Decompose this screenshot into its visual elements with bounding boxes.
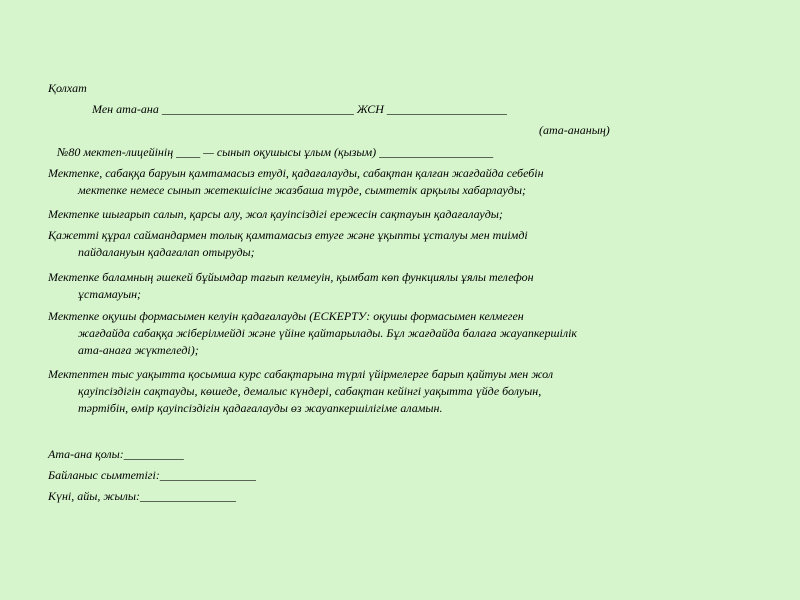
student-line: №80 мектеп-лицейінің ____ — сынып оқушысы ұлым (қызым) ___________________ bbox=[57, 145, 494, 159]
clause-uniform-line-2: жағдайда сабаққа жіберілмейді және үйіне қайтарылады. Бұл жағдайда балаға жауапкершілік bbox=[78, 326, 578, 340]
parent-signature-line: Ата-ана қолы:__________ bbox=[48, 447, 184, 461]
document-title: Қолхат bbox=[48, 81, 87, 95]
clause-uniform-line-1: Мектепке оқушы формасымен келуін қадағалауды (ЕСКЕРТУ: оқушы формасымен келмеген bbox=[48, 309, 524, 323]
parent-caption: (ата-ананың) bbox=[539, 123, 610, 137]
clause-jewelry-phone bbox=[48, 269, 720, 303]
date-line: Күні, айы, жылы:________________ bbox=[48, 489, 237, 503]
clause-supplies-line-1: Қажетті құрал саймандармен толық қамтамасыз етуге және ұқыпты ұсталуы мен тиімді bbox=[48, 228, 528, 242]
clause-supplies-line-2: пайдалануын қадағалап отыруды; bbox=[78, 245, 255, 259]
clause-attendance bbox=[48, 165, 720, 199]
clause-road-safety bbox=[48, 206, 720, 223]
clause-after-school-line-1: Мектептен тыс уақытта қосымша курс сабақтарына түрлі үйірмелерге барып қайтуы мен жол bbox=[48, 367, 554, 381]
contact-phone-line: Байланыс сымтетігі:________________ bbox=[48, 468, 256, 482]
clause-uniform bbox=[48, 308, 720, 359]
clause-attendance-line-1: Мектепке, сабаққа баруын қамтамасыз етуді, қадағалауды, сабақтан қалған жағдайда себебін bbox=[48, 166, 544, 180]
clause-jewelry-phone-line-2: ұстамауын; bbox=[78, 287, 142, 301]
clause-after-school-line-3: тәртібін, өмір қауіпсіздігін қадағалауды өз жауапкершілігіме аламын. bbox=[78, 401, 443, 415]
clause-after-school-line-2: қауіпсіздігін сақтауды, көшеде, демалыс күндері, сабақтан кейінгі уақытта үйде болуын, bbox=[78, 384, 542, 398]
clause-attendance-line-2: мектепке немесе сынып жетекшісіне жазбаша түрде, сымтетік арқылы хабарлауды; bbox=[78, 183, 526, 197]
clause-after-school bbox=[48, 366, 720, 417]
clause-jewelry-phone-line-1: Мектепке баламның әшекей бұйымдар тағып келмеуін, қымбат көп функциялы ұялы телефон bbox=[48, 270, 534, 284]
clause-uniform-line-3: ата-анаға жүктеледі); bbox=[78, 343, 199, 357]
parent-name-line: Мен ата-ана ________________________________ ЖСН ____________________ bbox=[92, 102, 507, 116]
clause-supplies bbox=[48, 227, 720, 261]
clause-road-safety-line-1: Мектепке шығарып салып, қарсы алу, жол қауіпсіздігі ережесін сақтауын қадағалауды; bbox=[48, 207, 503, 221]
